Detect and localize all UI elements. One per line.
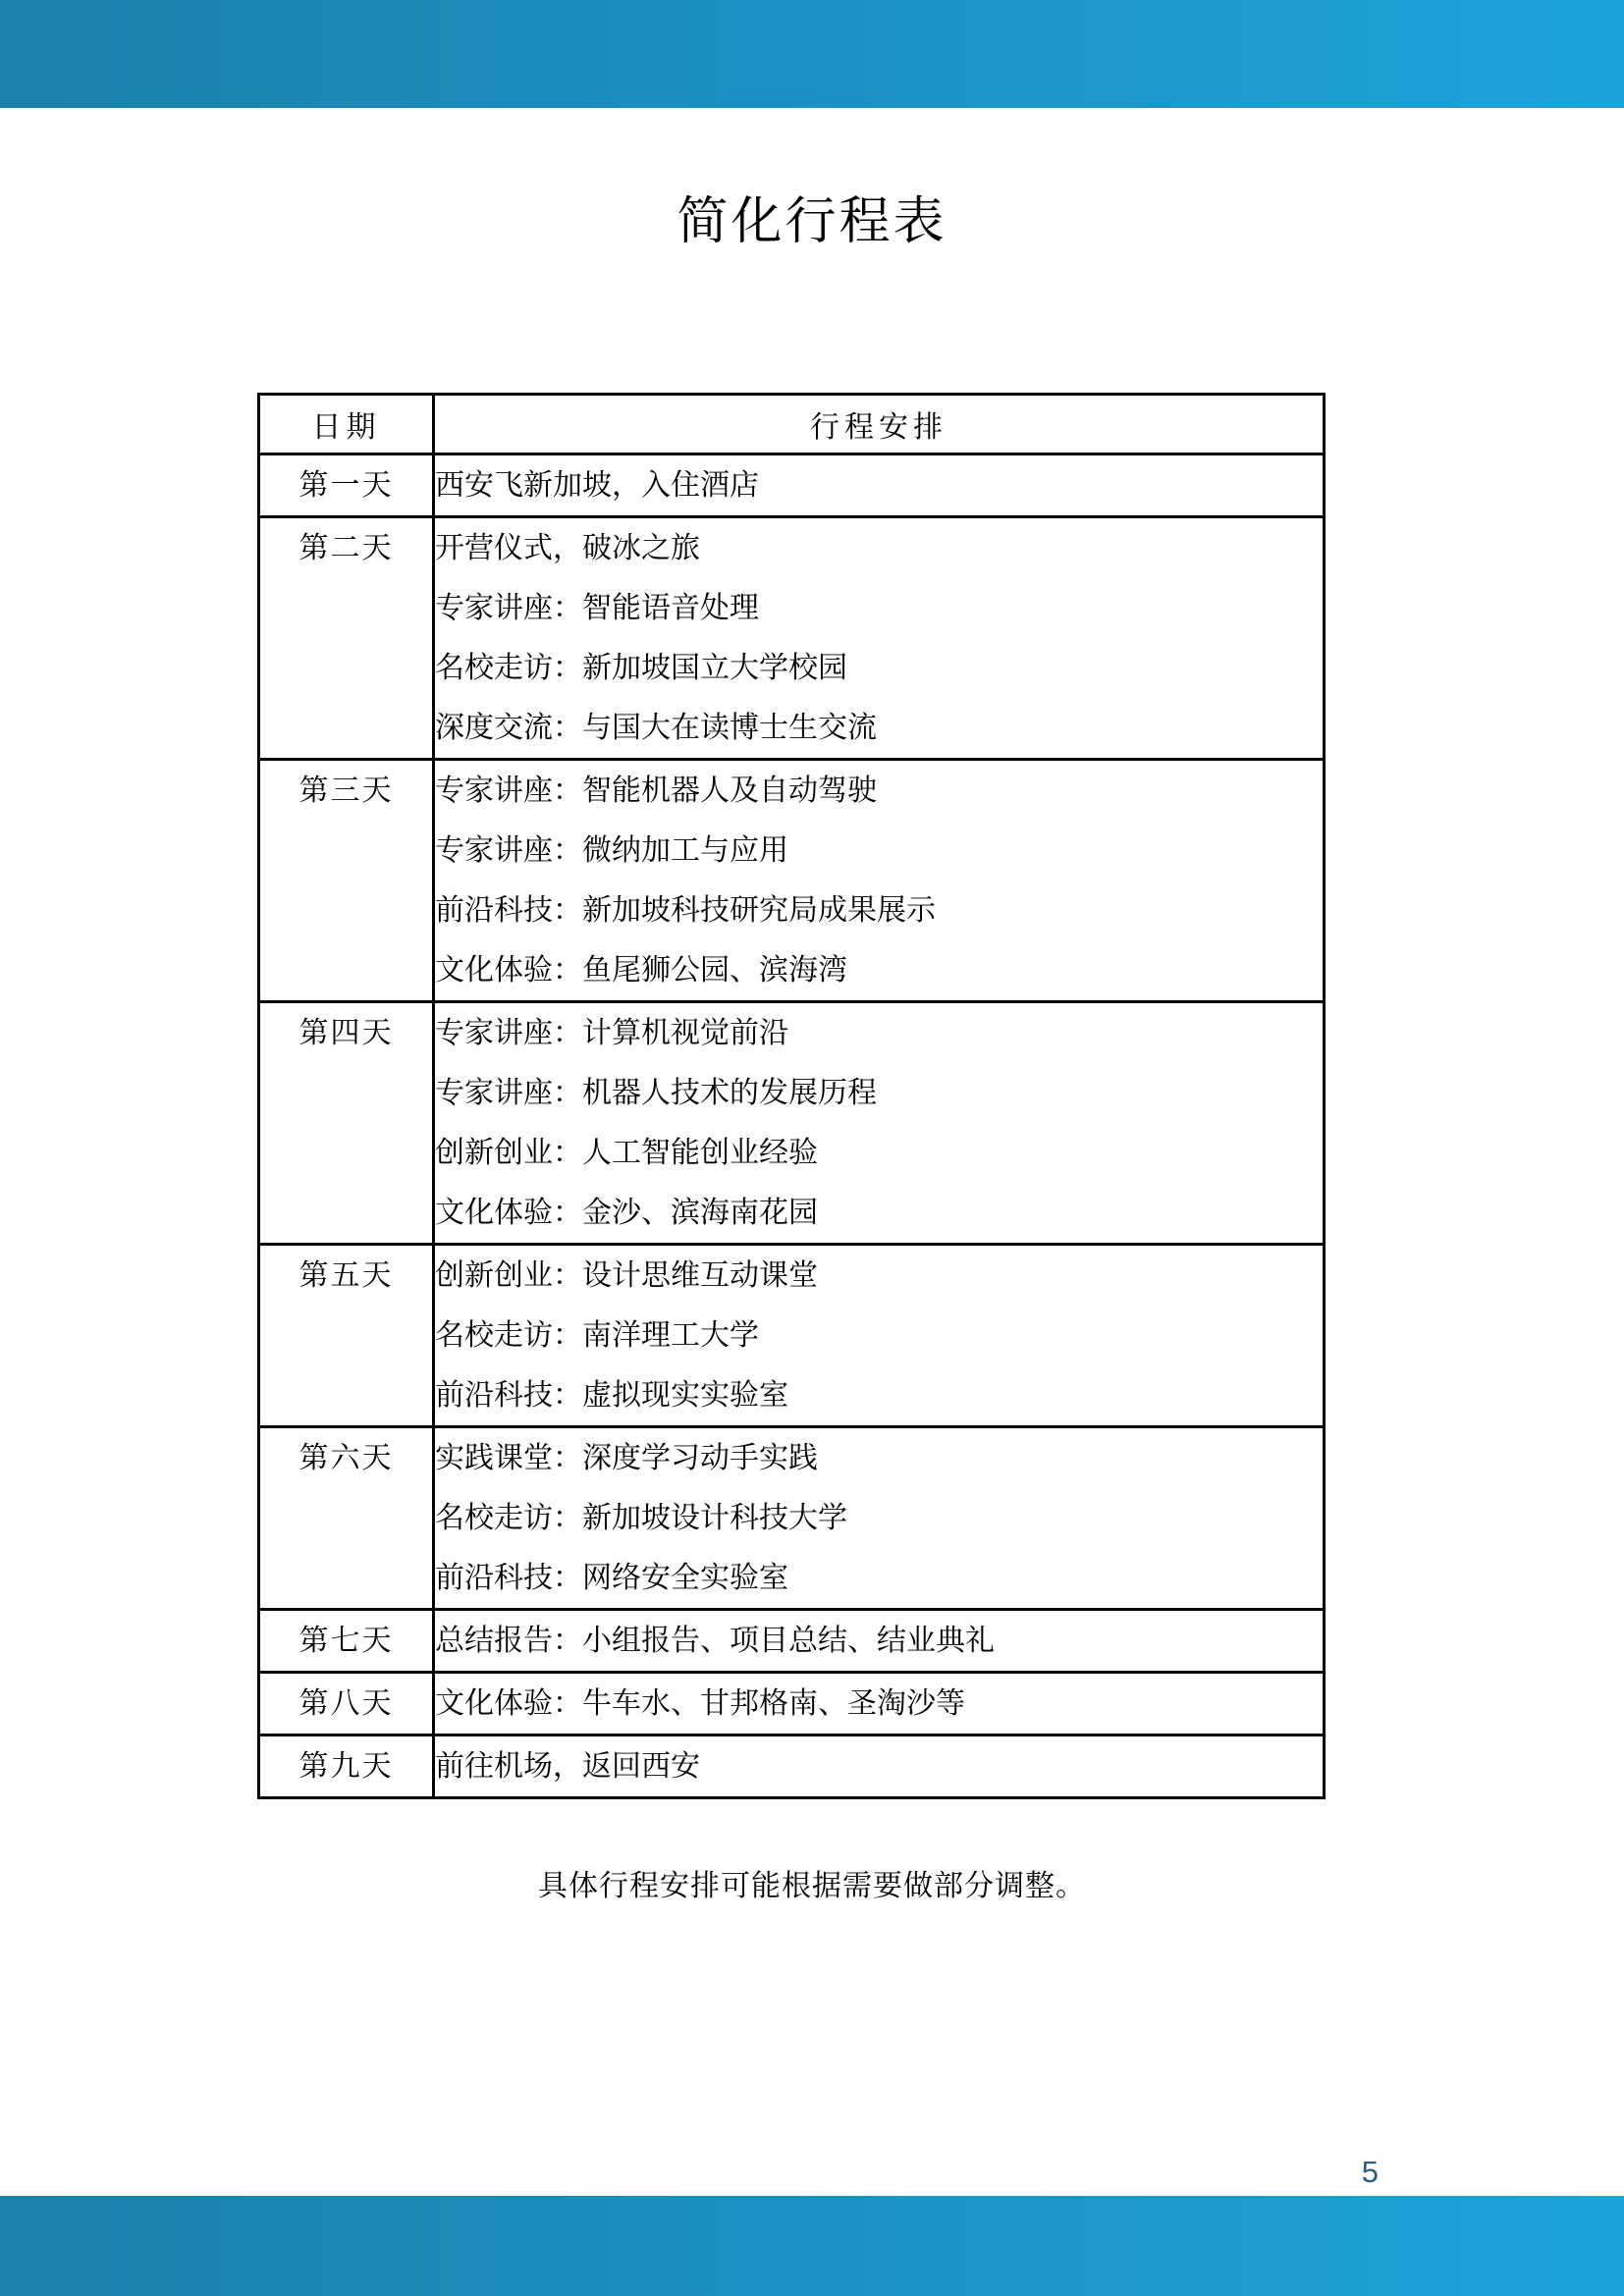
schedule-item: 文化体验：鱼尾狮公园、滨海湾 xyxy=(435,954,847,987)
schedule-item: 文化体验：金沙、滨海南花园 xyxy=(435,1197,818,1229)
day-cell: 第四天 xyxy=(259,1002,434,1245)
schedule-item: 创新创业：人工智能创业经验 xyxy=(435,1137,818,1169)
table-row xyxy=(259,1245,1325,1427)
schedule-item: 创新创业：设计思维互动课堂 xyxy=(435,1259,818,1292)
schedule-cell xyxy=(434,1427,1325,1610)
day-cell: 第七天 xyxy=(259,1610,434,1673)
table-row xyxy=(259,1673,1325,1735)
schedule-item: 实践课堂：深度学习动手实践 xyxy=(435,1442,818,1474)
day-cell: 第五天 xyxy=(259,1245,434,1427)
top-banner xyxy=(0,0,1624,108)
schedule-item: 名校走访：新加坡国立大学校园 xyxy=(435,652,847,684)
itinerary-table-header xyxy=(259,395,1325,454)
schedule-item: 前沿科技：新加坡科技研究局成果展示 xyxy=(435,894,936,927)
schedule-item: 前沿科技：网络安全实验室 xyxy=(435,1562,788,1594)
schedule-item: 名校走访：新加坡设计科技大学 xyxy=(435,1502,847,1534)
table-row xyxy=(259,1610,1325,1673)
header-row xyxy=(259,395,1325,454)
day-cell: 第九天 xyxy=(259,1735,434,1798)
column-header-schedule: 行程安排 xyxy=(434,395,1325,454)
schedule-cell xyxy=(434,1002,1325,1245)
schedule-item: 西安飞新加坡，入住酒店 xyxy=(435,469,759,502)
page-number: 5 xyxy=(1361,2155,1379,2189)
day-cell: 第六天 xyxy=(259,1427,434,1610)
schedule-item: 总结报告：小组报告、项目总结、结业典礼 xyxy=(435,1625,995,1657)
bottom-banner xyxy=(0,2196,1624,2296)
schedule-item: 专家讲座：微纳加工与应用 xyxy=(435,834,788,867)
schedule-item: 专家讲座：智能语音处理 xyxy=(435,592,759,624)
schedule-cell xyxy=(434,454,1325,517)
schedule-cell xyxy=(434,1673,1325,1735)
table-row xyxy=(259,454,1325,517)
schedule-item: 名校走访：南洋理工大学 xyxy=(435,1319,759,1352)
schedule-item: 专家讲座：智能机器人及自动驾驶 xyxy=(435,774,877,807)
column-header-date: 日期 xyxy=(259,395,434,454)
day-cell: 第二天 xyxy=(259,517,434,760)
adjustment-note: 具体行程安排可能根据需要做部分调整。 xyxy=(538,1870,1086,1902)
table-row xyxy=(259,1735,1325,1798)
schedule-cell xyxy=(434,1245,1325,1427)
schedule-cell xyxy=(434,1735,1325,1798)
page-title: 简化行程表 xyxy=(677,194,947,250)
table-row xyxy=(259,760,1325,1002)
schedule-cell xyxy=(434,517,1325,760)
schedule-cell xyxy=(434,760,1325,1002)
schedule-item: 前往机场，返回西安 xyxy=(435,1750,700,1783)
schedule-item: 文化体验：牛车水、甘邦格南、圣淘沙等 xyxy=(435,1687,965,1720)
itinerary-table xyxy=(257,393,1326,1799)
schedule-item: 前沿科技：虚拟现实实验室 xyxy=(435,1379,788,1412)
itinerary-table-body xyxy=(259,454,1325,1798)
schedule-item: 专家讲座：机器人技术的发展历程 xyxy=(435,1077,877,1109)
table-row xyxy=(259,517,1325,760)
table-row xyxy=(259,1002,1325,1245)
day-cell: 第三天 xyxy=(259,760,434,1002)
day-cell: 第一天 xyxy=(259,454,434,517)
day-cell: 第八天 xyxy=(259,1673,434,1735)
schedule-cell xyxy=(434,1610,1325,1673)
table-row xyxy=(259,1427,1325,1610)
schedule-item: 专家讲座：计算机视觉前沿 xyxy=(435,1017,788,1049)
schedule-item: 深度交流：与国大在读博士生交流 xyxy=(435,712,877,744)
schedule-item: 开营仪式，破冰之旅 xyxy=(435,532,700,564)
